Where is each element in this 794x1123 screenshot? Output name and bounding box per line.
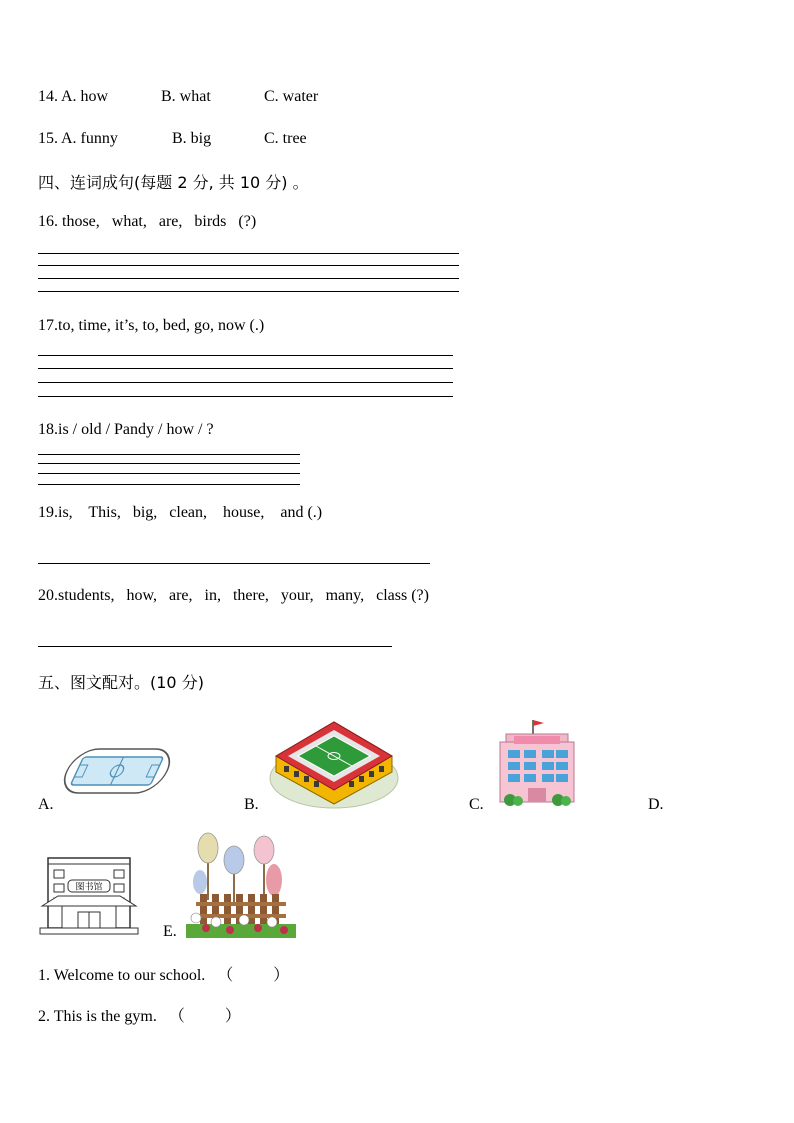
- school-building-icon: [496, 718, 578, 808]
- answer-line[interactable]: [38, 368, 453, 369]
- answer-line[interactable]: [38, 265, 459, 266]
- picture-label-c: C.: [469, 796, 484, 813]
- question-number: 17.: [38, 317, 58, 334]
- question-19: [38, 504, 322, 522]
- question-15: [38, 130, 58, 148]
- question-prompt: to, time, it’s, to, bed, go, now (.): [58, 317, 265, 334]
- library-sign: 图书馆: [75, 882, 103, 893]
- answer-line[interactable]: [38, 291, 459, 292]
- q14-option-b: B. what: [161, 88, 211, 105]
- answer-line[interactable]: [38, 396, 453, 397]
- q15-option-a: A. funny: [61, 130, 118, 147]
- question-16: [38, 213, 256, 231]
- match-sentence: 2. This is the gym.: [38, 1008, 157, 1025]
- picture-label-e: E.: [163, 923, 177, 940]
- question-prompt: is / old / Pandy / how / ?: [58, 421, 214, 438]
- picture-label-a: A.: [38, 796, 54, 813]
- picture-label-b: B.: [244, 796, 259, 813]
- answer-bracket[interactable]: （ ）: [168, 1008, 241, 1025]
- park-garden-icon: [186, 830, 296, 938]
- question-14: [38, 88, 58, 106]
- stadium-icon: [268, 708, 400, 810]
- answer-line[interactable]: [38, 278, 459, 279]
- question-prompt: those, what, are, birds (?): [62, 213, 257, 230]
- answer-line[interactable]: [38, 454, 300, 455]
- answer-line[interactable]: [38, 473, 300, 474]
- playground-field-icon: [62, 740, 172, 802]
- answer-line[interactable]: [38, 646, 392, 647]
- q14-option-c: C. water: [264, 88, 319, 105]
- section-5-title: 五、图文配对。(10 分): [38, 673, 204, 692]
- answer-line[interactable]: [38, 484, 300, 485]
- match-item-1: [38, 962, 289, 985]
- section-4-title: 四、连词成句(每题 2 分, 共 10 分) 。: [38, 173, 309, 192]
- question-18: [38, 421, 214, 439]
- answer-line[interactable]: [38, 253, 459, 254]
- question-number: 19.: [38, 504, 58, 521]
- match-sentence: 1. Welcome to our school.: [38, 967, 206, 984]
- q14-option-a: A. how: [61, 88, 109, 105]
- picture-label-d: D.: [648, 796, 664, 813]
- answer-line[interactable]: [38, 382, 453, 383]
- match-item-2: [38, 1003, 241, 1026]
- answer-bracket[interactable]: （ ）: [217, 967, 290, 984]
- question-number: 20.: [38, 587, 58, 604]
- question-prompt: students, how, are, in, there, your, many, class (?): [58, 587, 429, 604]
- question-number: 14.: [38, 88, 58, 105]
- question-17: [38, 317, 264, 335]
- question-number: 16.: [38, 213, 58, 230]
- q15-option-c: C. tree: [264, 130, 307, 147]
- q15-option-b: B. big: [172, 130, 212, 147]
- question-20: [38, 587, 429, 605]
- question-number: 18.: [38, 421, 58, 438]
- question-number: 15.: [38, 130, 58, 147]
- library-building-icon: [38, 854, 140, 936]
- answer-line[interactable]: [38, 563, 430, 564]
- answer-line[interactable]: [38, 355, 453, 356]
- answer-line[interactable]: [38, 463, 300, 464]
- question-prompt: is, This, big, clean, house, and (.): [58, 504, 323, 521]
